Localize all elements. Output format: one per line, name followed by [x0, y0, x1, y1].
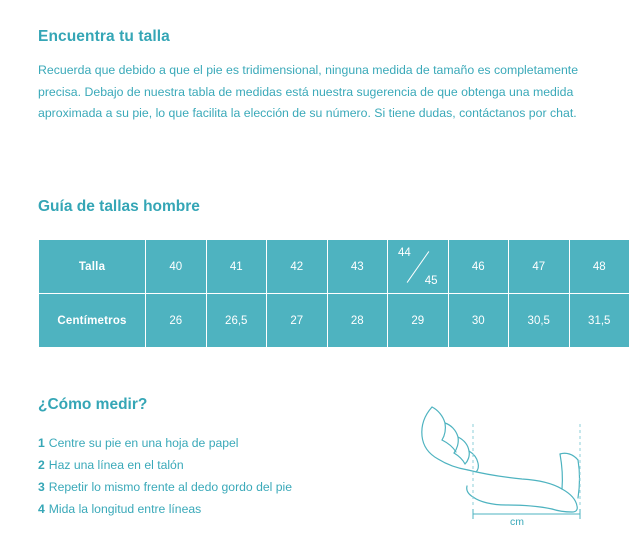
intro-section — [38, 28, 598, 125]
list-item — [38, 476, 418, 498]
table-row-centimeters — [39, 294, 630, 348]
step-text: Centre su pie en una hoja de papel — [48, 436, 239, 450]
step-number: 4 — [38, 502, 45, 516]
step-text: Mida la longitud entre líneas — [48, 502, 202, 516]
step-number: 2 — [38, 458, 45, 472]
cm-cell-3: 27 — [267, 294, 328, 348]
table-row-sizes — [39, 240, 630, 294]
foot-diagram-icon — [410, 390, 620, 530]
size-cell-48: 48 — [569, 240, 630, 294]
measure-guide-lines — [473, 424, 580, 508]
cm-cell-4: 28 — [327, 294, 388, 348]
step-text: Haz una línea en el talón — [48, 458, 184, 472]
list-item — [38, 498, 418, 520]
size-cell-46: 46 — [448, 240, 509, 294]
size-cell-44: 44 — [398, 247, 411, 259]
how-to-measure-title: ¿Cómo medir? — [38, 396, 148, 413]
size-cell-42: 42 — [267, 240, 328, 294]
row-header-centimetros: Centímetros — [39, 294, 146, 348]
size-cell-44-45 — [388, 240, 449, 294]
how-to-measure-steps — [38, 432, 418, 520]
cm-cell-6: 30 — [448, 294, 509, 348]
measure-unit-label: cm — [510, 516, 524, 528]
measure-arrow-icon — [473, 509, 580, 519]
step-number: 1 — [38, 436, 45, 450]
page-title: Encuentra tu talla — [38, 28, 170, 45]
size-table-wrapper — [38, 239, 611, 348]
cm-cell-7: 30,5 — [509, 294, 570, 348]
size-cell-45: 45 — [424, 275, 438, 287]
size-table — [38, 239, 630, 348]
cm-cell-1: 26 — [146, 294, 207, 348]
foot-measure-illustration — [410, 390, 620, 530]
size-cell-43: 43 — [327, 240, 388, 294]
size-cell-47: 47 — [509, 240, 570, 294]
size-cell-40: 40 — [146, 240, 207, 294]
size-guide-title: Guía de tallas hombre — [38, 198, 200, 215]
cm-cell-2: 26,5 — [206, 294, 267, 348]
list-item — [38, 454, 418, 476]
split-cell — [389, 241, 447, 292]
cm-cell-5: 29 — [388, 294, 449, 348]
row-header-talla: Talla — [39, 240, 146, 294]
cm-cell-8: 31,5 — [569, 294, 630, 348]
step-number: 3 — [38, 480, 45, 494]
intro-paragraph: Recuerda que debido a que el pie es tridimensional, ninguna medida de tamaño es completamente precisa. Debajo de nuestra tabla de medidas está nuestra sugerencia de que obtenga una medida aproximada a su pie, lo que facilita la elección de su número. Si tiene dudas, contáctanos por chat. — [38, 63, 579, 120]
size-cell-41: 41 — [206, 240, 267, 294]
step-text: Repetir lo mismo frente al dedo gordo del pie — [48, 480, 292, 494]
list-item — [38, 432, 418, 454]
